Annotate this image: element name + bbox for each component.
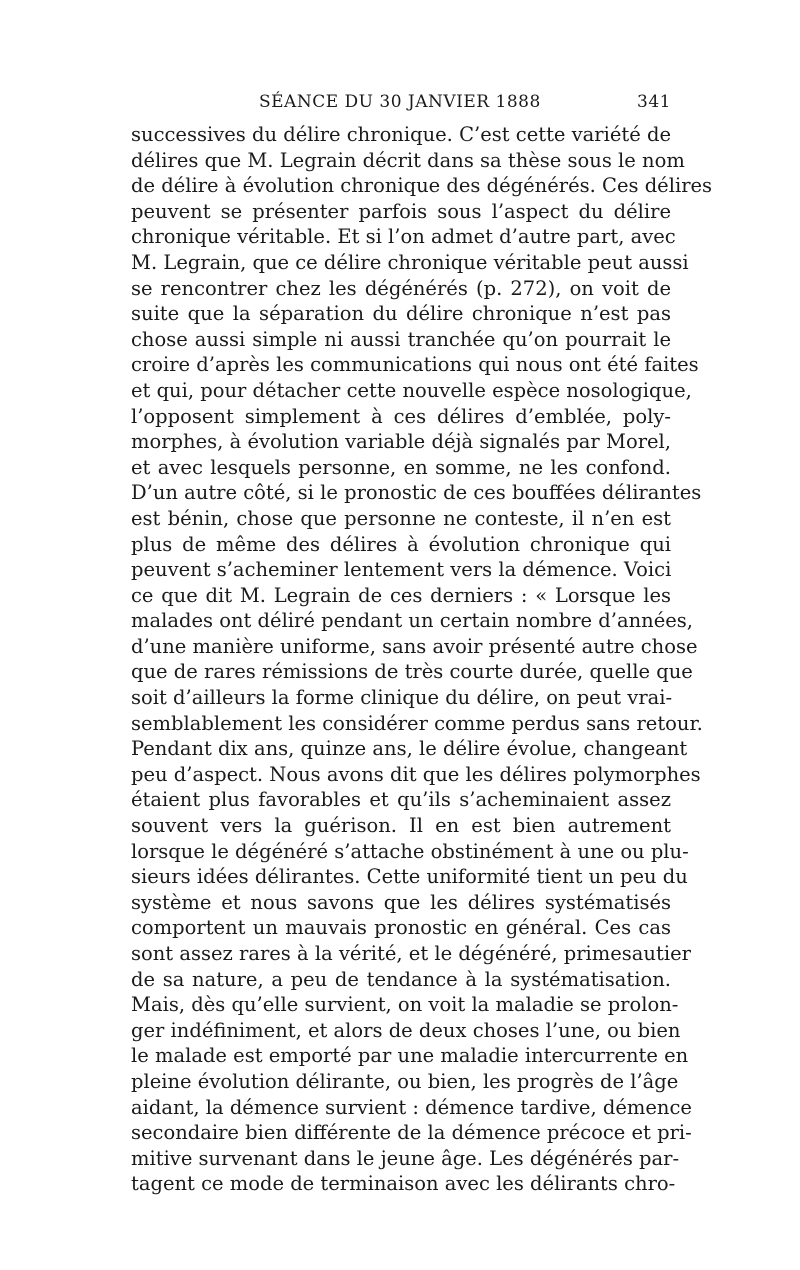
text-run: malades ont déliré pendant un certain nombre d’années,: [131, 609, 693, 633]
body-text: [131, 122, 713, 1197]
text-run: peuvent se présenter parfois sous l’aspect du délire: [131, 199, 671, 223]
text-line: [131, 557, 671, 583]
italic-text: tagent ce mode de terminaison avec les délirants chro-: [131, 1172, 676, 1196]
italic-text: Les dégénérés par-: [489, 1146, 680, 1170]
text-run: comportent un mauvais pronostic en général. Ces cas: [131, 916, 671, 940]
text-line: [131, 301, 671, 327]
text-run: suite que la séparation du délire chronique n’est pas: [131, 302, 671, 326]
text-line: [131, 967, 671, 993]
text-line: [131, 378, 692, 404]
text-run: chronique véritable. Et si l’on admet d’autre part, avec: [131, 225, 676, 249]
text-run: M. Legrain, que ce délire chronique véritable peut aussi: [131, 250, 689, 274]
text-line: [131, 787, 671, 813]
page-number: 341: [637, 92, 671, 112]
text-run: semblablement les considérer comme perdus sans retour.: [131, 711, 703, 735]
text-run: ce que dit M. Legrain de ces derniers : « Lorsque les: [131, 583, 671, 607]
text-run: et qui, pour détacher cette nouvelle espèce nosologique,: [131, 378, 692, 402]
text-line: [131, 532, 671, 558]
text-run: . Ces délires: [589, 174, 713, 198]
running-head: [131, 92, 671, 122]
text-line: [131, 429, 671, 455]
text-run: Mais, dès qu’elle survient, on voit la maladie se prolon-: [131, 993, 679, 1017]
text-line: [131, 224, 676, 250]
text-line: [131, 480, 702, 506]
text-run: sont assez rares à la vérité, et le dégénéré, primesautier: [131, 942, 691, 965]
text-line: [131, 276, 671, 302]
text-run: délires que M. Legrain décrit dans sa thèse sous le nom: [131, 148, 685, 172]
text-run: successives du délire chronique. C’est cette variété de: [131, 123, 671, 146]
text-line: [131, 762, 701, 788]
text-run: que de rares rémissions de très courte durée, quelle que: [131, 660, 693, 684]
text-run: système et nous savons que les délires systématisés: [131, 890, 671, 914]
text-line: [131, 327, 671, 353]
text-line: [131, 608, 693, 634]
text-run: ger indéfiniment, et alors de deux choses l’une, ou bien: [131, 1018, 681, 1042]
text-line: [131, 148, 685, 174]
text-line: [131, 250, 689, 276]
text-line: [131, 455, 671, 481]
text-run: D’un autre côté, si le pronostic de ces bouffées délirantes: [131, 481, 702, 505]
text-run: l’opposent simplement à ces délires d’emblée, poly-: [131, 404, 671, 428]
text-run: et avec lesquels personne, en somme, ne les confond.: [131, 455, 671, 479]
book-page: [131, 92, 713, 1197]
text-line: [131, 122, 671, 148]
italic-text: délire à évolution chronique des dégénérés: [161, 174, 590, 198]
text-run: sieurs idées délirantes. Cette uniformité tient un peu du: [131, 865, 688, 889]
text-run: lorsque le dégénéré s’attache obstinément à une ou plu-: [131, 839, 689, 863]
text-run: peu d’aspect. Nous avons dit que les délires polymorphes: [131, 762, 701, 786]
text-line: [131, 1069, 679, 1095]
text-line: [131, 1018, 681, 1044]
text-line: [131, 1171, 676, 1197]
text-line: [131, 813, 671, 839]
text-line: [131, 941, 691, 967]
text-line: [131, 864, 688, 890]
text-line: [131, 199, 671, 225]
text-line: [131, 173, 713, 199]
text-line: [131, 1146, 680, 1172]
running-head-title: SÉANCE DU 30 JANVIER 1888: [259, 92, 541, 112]
text-run: se rencontrer chez les dégénérés (p. 272), on voit de: [131, 276, 671, 300]
text-run: chose aussi simple ni aussi tranchée qu’on pourrait le: [131, 327, 671, 351]
text-run: pleine évolution délirante, ou bien, les progrès de l’âge: [131, 1069, 679, 1093]
text-line: [131, 634, 698, 660]
text-run: peuvent s’acheminer lentement vers la démence. Voici: [131, 558, 672, 582]
text-run: est bénin, chose que personne ne conteste, il n’en est: [131, 506, 671, 530]
text-line: [131, 404, 671, 430]
text-run: secondaire bien différente de la démence précoce et pri-: [131, 1121, 692, 1145]
text-line: [131, 839, 689, 865]
text-line: [131, 992, 679, 1018]
text-line: [131, 1120, 692, 1146]
text-line: [131, 685, 671, 711]
text-run: le malade est emporté par une maladie intercurrente en: [131, 1044, 689, 1068]
text-run: souvent vers la guérison. Il en est bien autrement: [131, 814, 671, 838]
text-run: d’une manière uniforme, sans avoir présenté autre chose: [131, 634, 698, 658]
text-line: [131, 583, 671, 609]
text-run: plus de même des délires à évolution chronique qui: [131, 532, 671, 556]
text-run: morphes, à évolution variable déjà signalés par Morel,: [131, 430, 671, 454]
text-line: [131, 506, 671, 532]
text-line: [131, 1095, 692, 1121]
text-line: [131, 1043, 689, 1069]
text-line: [131, 890, 671, 916]
text-line: [131, 736, 688, 762]
text-line: [131, 659, 693, 685]
text-run: de: [131, 174, 162, 198]
text-line: [131, 352, 699, 378]
text-run: de sa nature, a peu de tendance à la systématisation.: [131, 967, 671, 991]
text-line: [131, 915, 671, 941]
text-run: Pendant dix ans, quinze ans, le délire évolue, changeant: [131, 737, 688, 761]
text-run: mitive survenant dans le jeune âge.: [131, 1146, 490, 1170]
text-run: aidant, la démence survient : démence tardive, démence: [131, 1095, 692, 1119]
text-run: soit d’ailleurs la forme clinique du délire, on peut vrai-: [131, 686, 673, 710]
text-run: croire d’après les communications qui nous ont été faites: [131, 353, 699, 377]
text-run: étaient plus favorables et qu’ils s’acheminaient assez: [131, 788, 671, 812]
text-line: [131, 711, 703, 737]
